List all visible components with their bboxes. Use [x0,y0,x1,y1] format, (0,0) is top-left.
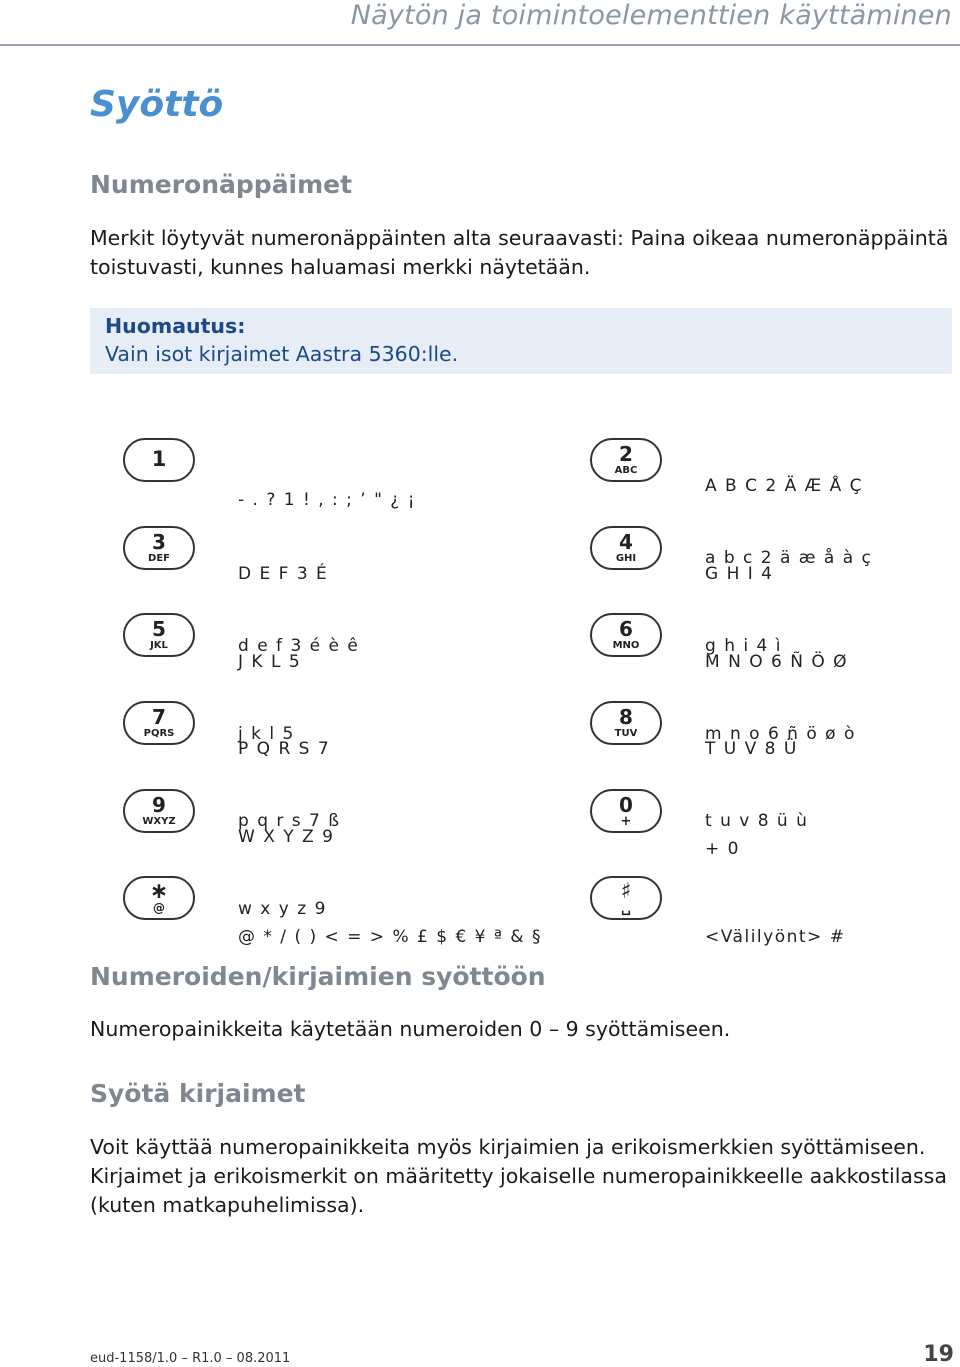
key-7 [123,701,195,745]
key-letters: ABC [614,465,638,476]
key-number: 6 [619,617,633,641]
key-5-chars: J K L 5 j k l 5 [238,652,302,744]
key-3 [123,526,195,570]
key-number: 3 [152,530,166,554]
key-3-chars: D E F 3 É d e f 3 é è ê [238,564,360,656]
key-8 [590,701,662,745]
hash-icon: ♯ [620,879,632,904]
key-9 [123,789,195,833]
header-rule [0,44,960,46]
key-number: 1 [151,447,167,471]
note-text: Vain isot kirjaimet Aastra 5360:lle. [105,342,459,366]
key-letters: GHI [615,553,637,564]
key-2-chars: A B C 2 Ä Æ Å Ç a b c 2 ä æ å à ç [705,476,873,568]
key-letters: MNO [612,640,640,651]
key-letters: @ [153,901,165,915]
key-4 [590,526,662,570]
key-star-chars: @ * / ( ) < = > % £ $ € ¥ ª & § [238,927,542,947]
key-letters: TUV [614,728,638,739]
key-number: 0 [619,793,633,817]
key-number: 8 [619,705,633,729]
key-letters: DEF [148,553,170,564]
key-number: 5 [152,617,166,641]
note-title: Huomautus: [105,314,246,338]
key-1-chars: - . ? 1 ! , : ; ’ " ¿ ¡ [238,490,417,510]
key-8-chars: T U V 8 Ü t u v 8 ü ù [705,739,809,831]
letters-text: Voit käyttää numeropainikkeita myös kirjaimien ja erikoismerkkien syöttämiseen. Kirjaimet ja erikoismerkit on määritetty jokaiselle numeropainikkeelle aakkostilassa (kuten matkapuhelimissa). [90,1135,947,1217]
key-6 [590,613,662,657]
key-0-chars: + 0 [705,839,740,859]
numpad-intro-text: Merkit löytyvät numeronäppäinten alta seuraavasti: Paina oikeaa numeronäppäintä toistuvasti, kunnes haluamasi merkki näytetään. [90,226,949,279]
key-number: 2 [619,442,633,466]
key-9-chars: W X Y Z 9 w x y z 9 [238,827,335,919]
key-number: 9 [152,793,166,817]
key-0 [590,789,662,833]
key-number: 4 [619,530,633,554]
section-heading-numbers: Numeroiden/kirjaimien syöttöön [90,962,546,991]
page-title: Syöttö [90,84,224,125]
section-heading-numpad: Numeronäppäimet [90,170,353,199]
key-star [123,876,195,920]
key-letters: PQRS [143,728,175,739]
key-number: 7 [152,705,166,729]
key-4-chars: G H I 4 g h i 4 ì [705,564,782,656]
key-letters: JKL [150,640,168,651]
numbers-text: Numeropainikkeita käytetään numeroiden 0 – 9 syöttämiseen. [90,1017,731,1041]
key-hash-chars: <Välilyönt> # [705,927,846,947]
key-6-chars: M N O 6 Ñ Ö Ø m n o 6 ñ ö ø ò [705,652,856,744]
key-hash [590,876,662,920]
page-number: 19 [923,1342,954,1367]
key-2 [590,438,662,482]
page-header-title: Näytön ja toimintoelementtien käyttäminen [350,0,952,31]
asterisk-icon: ∗ [149,879,169,904]
key-5 [123,613,195,657]
note-box [90,308,952,374]
key-letters: + [620,814,632,829]
section-heading-letters: Syötä kirjaimet [90,1079,306,1108]
key-1 [123,438,195,482]
key-letters: WXYZ [142,816,176,827]
space-icon: ␣ [620,900,632,916]
key-7-chars: P Q R S 7 p q r s 7 ß [238,739,341,831]
footer-doc-id: eud-1158/1.0 – R1.0 – 08.2011 [90,1351,291,1366]
